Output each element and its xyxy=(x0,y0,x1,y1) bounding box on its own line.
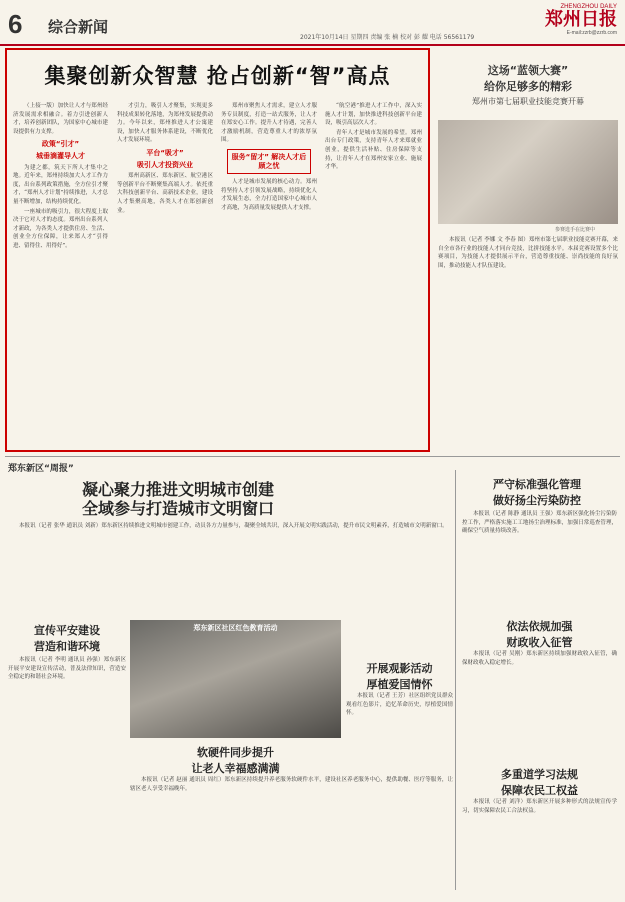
section-divider xyxy=(5,456,620,457)
migrant-body xyxy=(462,798,617,892)
finance-headline xyxy=(462,618,617,650)
skills-text: 本报讯（记者 李娜 文 李春 图）郑州市第七届职业技能竞赛开幕，来自全市各行业的技能人才同台竞技，比拼技能水平。本届竞赛设置多个比赛项目，为技能人才提供展示平台，营造尊重技能、崇尚技能的良好氛围，推动技能人才队伍建设。 xyxy=(438,237,618,269)
elderly-headline-1: 软硬件同步提升 xyxy=(197,746,274,759)
film-body xyxy=(346,692,453,738)
dust-control-headline xyxy=(462,476,612,508)
subhead-platform-2: 吸引人才投资兴业 xyxy=(137,160,193,169)
main-story-col-1 xyxy=(13,102,108,447)
civilization-headline-1: 凝心聚力推进文明城市创建 xyxy=(82,480,275,499)
migrant-headline-1: 多重道学习法规 xyxy=(501,768,578,781)
finance-headline-2: 财政收入征管 xyxy=(506,636,573,649)
section-tag: 郑东新区“周报” xyxy=(8,464,74,474)
skills-photo xyxy=(438,120,618,224)
safety-headline xyxy=(8,622,126,654)
film-text: 本报讯（记者 王芳）社区组织党员群众观看红色影片，追忆革命历史，厚植爱国情怀。 xyxy=(346,693,453,717)
finance-text: 本报讯（记者 吴刚）郑东新区持续加强财政收入征管，确保财政收入稳定增长。 xyxy=(462,651,617,666)
skills-title-1: 这场“蓝领大赛” xyxy=(487,64,569,77)
civilization-text: 本报讯（记者 张华 通讯员 刘新）郑东新区持续推进文明城市创建工作，动员各方力量参与，凝聚全域共识，深入开展文明实践活动，提升市民文明素养，打造城市文明新窗口。 xyxy=(19,523,448,529)
dust-body xyxy=(462,510,617,610)
finance-body xyxy=(462,650,617,750)
civilization-body xyxy=(8,522,448,597)
main-story-col-3 xyxy=(221,102,317,447)
col1-text-2: 一座城市的吸引力，很大程度上取决于它对人才的态度。郑州出台系列人才新政，为各类人才提供住房、生活、创业全方位保障，让来郑人才“引得进、留得住、用得好”。 xyxy=(13,208,108,249)
subhead-policy: 政策“引才” xyxy=(41,140,80,149)
elderly-body xyxy=(130,776,453,892)
dust-text: 本报讯（记者 陈静 通讯员 王强）郑东新区强化扬尘污染防控工作，严格落实施工工地扬尘治理标准，加强日常巡查管理，确保空气质量持续改善。 xyxy=(462,511,617,535)
migrant-headline-2: 保障农民工权益 xyxy=(501,784,578,797)
migrant-headline xyxy=(462,766,617,798)
main-story-col-4 xyxy=(325,102,422,447)
brand-chinese: 郑州日报 xyxy=(545,9,617,30)
dust-headline-2: 做好扬尘污染防控 xyxy=(493,494,581,507)
main-lead: （上接一版）加快让人才与郑州经济发展需求相融合。着力引进创新人才，培养创新团队，为国家中心城市建设提供有力支撑。 xyxy=(13,103,108,135)
page-header xyxy=(0,0,625,46)
safety-body xyxy=(8,656,126,892)
section-name: 综合新闻 xyxy=(48,18,109,36)
main-story-title: 集聚创新众智慧 抢占创新“智”高点 xyxy=(44,64,391,88)
migrant-text: 本报讯（记者 刘洋）郑东新区开展多种形式的法规宣传学习，切实保障农民工合法权益。 xyxy=(462,799,617,814)
film-headline-2: 厚植爱国情怀 xyxy=(366,678,433,691)
elderly-headline-2: 让老人幸福感满满 xyxy=(191,762,280,775)
col1-text-1: 为建之都，筑天下所人才集中之地。近年来，郑州持续加大人才工作力度，出台系列政策措施，全方位引才聚才，“郑州人才计划”持续推进，人才总量不断增加，结构持续优化。 xyxy=(13,164,108,205)
safety-text: 本报讯（记者 李明 通讯员 孙强）郑东新区开展平安建设宣传活动，普及法律知识，营造安全稳定的和谐社会环境。 xyxy=(8,657,126,681)
col3-text-1: 郑州市聚焦人才需求，建立人才服务专员制度，打造一站式服务，让人才在郑安心工作。提升人才待遇，完善人才激励机制，营造尊重人才的浓厚氛围。 xyxy=(221,103,317,144)
col4-text-1: “航空港”推进人才工作中，深入实施人才计划，加快推进科技创新平台建设，吸引高层次人才。 xyxy=(325,103,422,127)
film-headline-1: 开展观影活动 xyxy=(366,662,433,675)
page-number: 6 xyxy=(8,9,23,39)
col2-text-2: 郑州高新区、郑东新区、航空港区等创新平台不断聚集高端人才。依托重大科技创新平台、高新技术企业，建设人才集聚高地，各类人才在郑创新创业。 xyxy=(117,173,213,214)
skills-subtitle: 郑州市第七届职业技能竞赛开幕 xyxy=(472,97,584,106)
masthead-brand xyxy=(545,4,617,36)
col2-text-1: 才引力，吸引人才聚集，实现更多科技成果转化落地，为郑州发展提供动力。今年以来，郑州推进人才公寓建设，加快人才服务体系建设，不断优化人才发展环境。 xyxy=(117,103,213,144)
skills-body xyxy=(438,236,618,446)
main-story-col-2 xyxy=(117,102,213,447)
civilization-headline-2: 全域参与打造城市文明窗口 xyxy=(82,499,275,518)
pull-quote-service: 服务“留才” 解决人才后顾之忧 xyxy=(227,149,311,174)
elderly-text: 本报讯（记者 赵丽 通讯员 周红）郑东新区持续提升养老服务软硬件水平，建设社区养老服务中心，提供助餐、医疗等服务，让辖区老人享受幸福晚年。 xyxy=(130,777,453,792)
main-story xyxy=(5,48,430,452)
safety-headline-2: 营造和谐环境 xyxy=(34,640,100,653)
safety-headline-1: 宣传平安建设 xyxy=(34,624,100,637)
film-headline xyxy=(346,660,453,692)
skills-title-2: 给你足够多的精彩 xyxy=(484,80,572,93)
col4-text-2: 青年人才是城市发展的希望。郑州出台专门政策，支持青年人才来郑就业创业，提供生活补贴、住房保障等支持，让青年人才在郑州安家立业、施展才华。 xyxy=(325,129,422,171)
red-education-caption: 郑东新区社区红色教育活动 xyxy=(193,624,278,632)
column-divider xyxy=(455,470,456,890)
subhead-policy-2: 城垂滴灌导人才 xyxy=(36,151,85,160)
brand-email: E-mail:zzrb@zzrb.com xyxy=(566,30,617,36)
skills-photo-caption: 参赛选手在比赛中 xyxy=(555,227,596,233)
red-education-photo xyxy=(130,620,341,738)
elderly-headline xyxy=(130,744,341,776)
finance-headline-1: 依法依规加强 xyxy=(506,620,573,633)
col3-text-2: 人才是城市发展的核心动力。郑州将坚持人才引领发展战略，持续优化人才发展生态，全力打造国家中心城市人才高地，为高质量发展提供人才支撑。 xyxy=(221,179,317,211)
date-line: 2021年10月14日 星期四 责编 张 楠 校对 彭 耀 电话 56561179 xyxy=(300,34,475,41)
subhead-platform: 平台“吸才” xyxy=(146,148,184,157)
brand-english: ZHENGZHOU DAILY xyxy=(560,4,617,10)
dust-headline-1: 严守标准强化管理 xyxy=(493,478,581,491)
